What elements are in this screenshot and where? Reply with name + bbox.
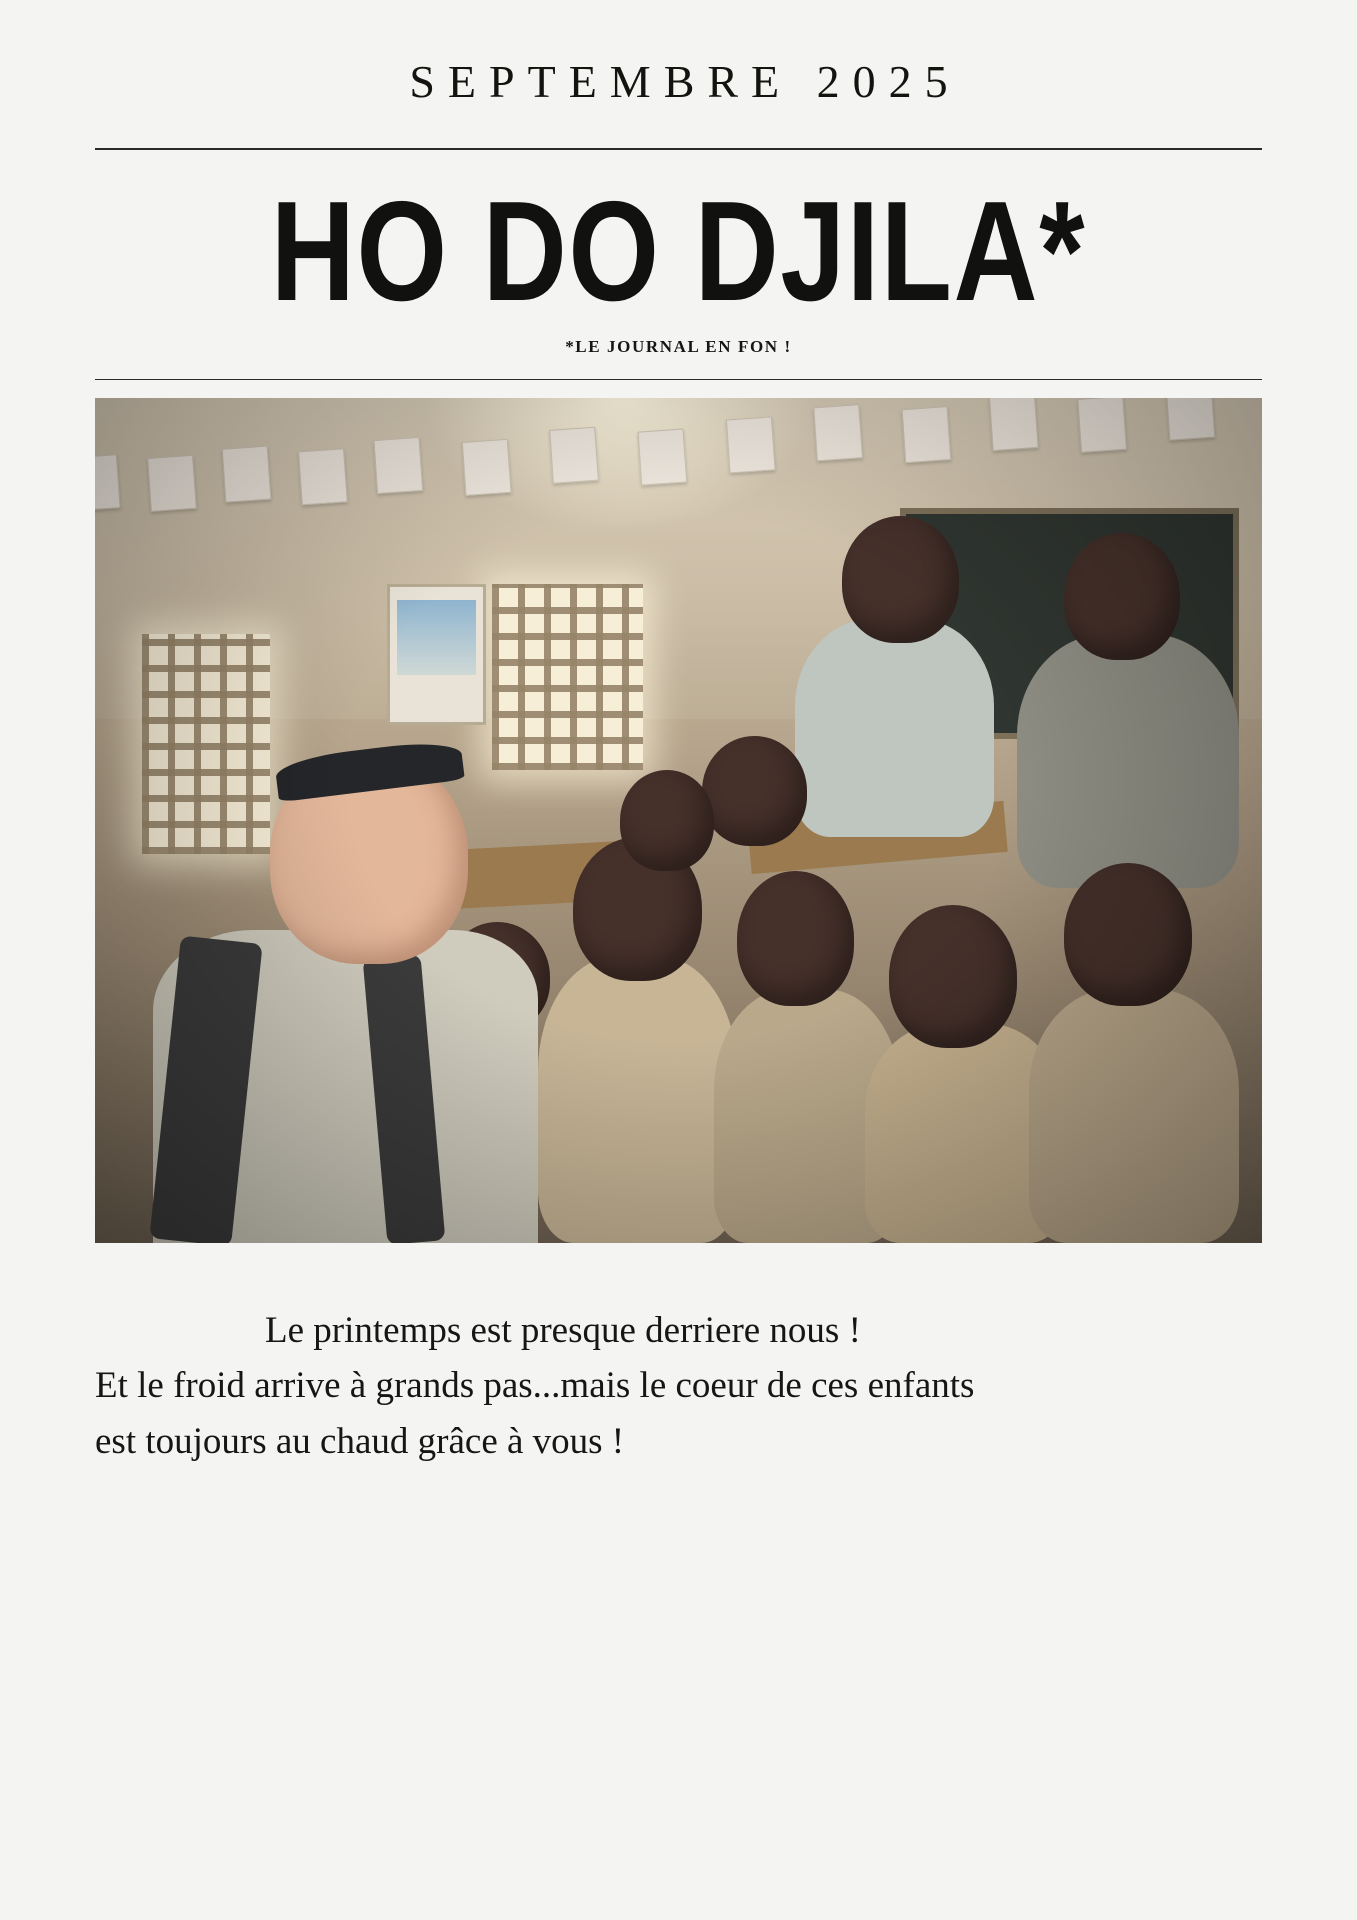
title-block — [95, 150, 1262, 357]
photo-child — [1064, 863, 1192, 1007]
photo-child — [737, 871, 854, 1006]
intro-text — [0, 1243, 1357, 1470]
divider-bottom — [95, 379, 1262, 380]
masthead — [0, 0, 1357, 380]
title-footnote: *LE JOURNAL EN FON ! — [565, 336, 792, 356]
photo-child — [795, 618, 993, 838]
photo-child — [842, 516, 959, 643]
photo-child — [889, 905, 1017, 1049]
page-title: HO DO DJILA* — [270, 172, 1087, 331]
photo-child — [538, 956, 736, 1243]
intro-line-1: Le printemps est presque derriere nous ! — [265, 1309, 861, 1351]
hero-figure — [0, 398, 1357, 1243]
intro-line-2: Et le froid arrive à grands pas...mais le coeur de ces enfants — [95, 1365, 975, 1407]
photo-child — [620, 770, 713, 871]
photo-child — [702, 736, 807, 846]
issue-date: SEPTEMBRE 2025 — [409, 56, 961, 107]
photo-window-left — [142, 634, 270, 854]
photo-window-center — [492, 584, 644, 770]
intro-line-3: est toujours au chaud grâce à vous ! — [95, 1420, 625, 1462]
classroom-photo — [95, 398, 1262, 1243]
photo-child — [1064, 533, 1181, 660]
photo-child — [1017, 634, 1239, 888]
photo-child — [1029, 989, 1239, 1243]
photo-wall-poster — [387, 584, 486, 725]
